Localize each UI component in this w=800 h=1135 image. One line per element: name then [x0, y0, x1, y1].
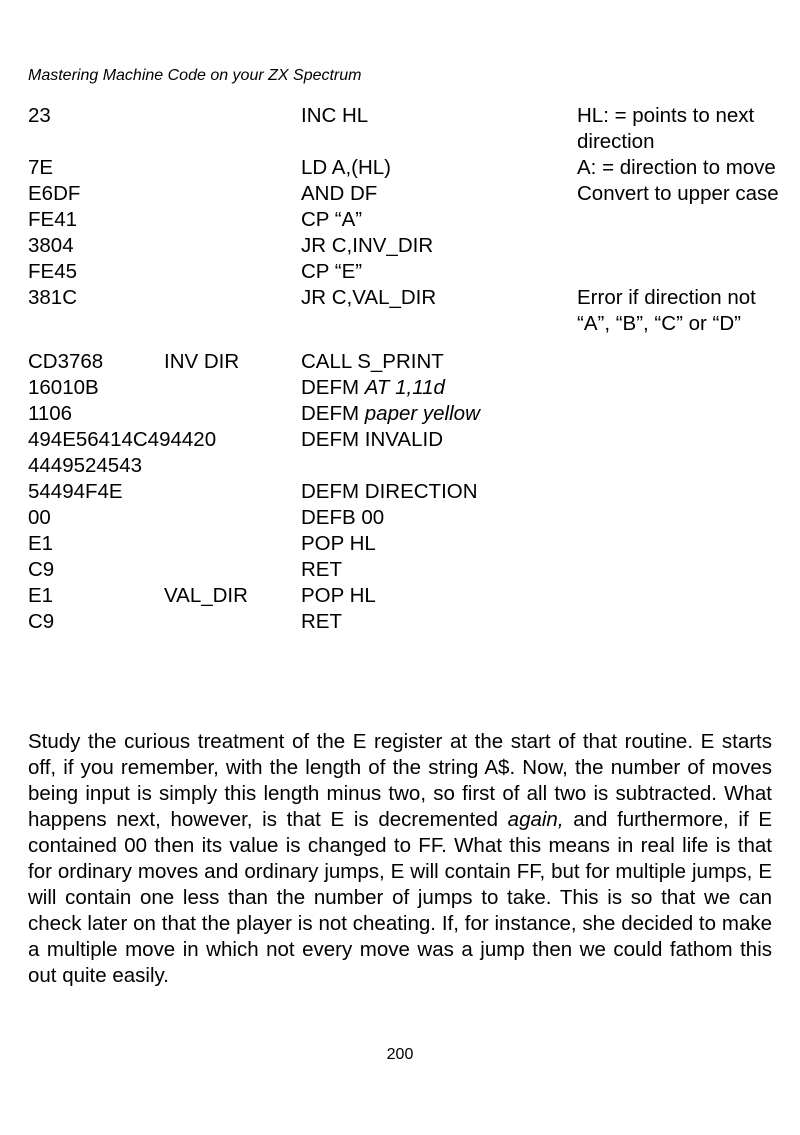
listing-gap [28, 337, 788, 349]
hex-code: E1 [28, 584, 54, 607]
listing-row [28, 401, 788, 427]
listing-row [28, 155, 788, 181]
hex-code: 3804 [28, 234, 74, 257]
listing-row [28, 285, 788, 337]
hex-code: FE41 [28, 208, 77, 231]
listing-row [28, 609, 788, 635]
comment [577, 375, 782, 401]
listing-row [28, 453, 788, 479]
paragraph-emphasis: again, [507, 808, 564, 831]
comment [577, 349, 782, 375]
instruction-text: JR C,INV_DIR [301, 234, 434, 257]
instruction [301, 505, 384, 531]
instruction [301, 285, 436, 311]
instruction [301, 233, 433, 259]
listing-row [28, 505, 788, 531]
instruction [301, 401, 480, 427]
page-number: 200 [386, 1046, 414, 1063]
comment [577, 453, 782, 479]
hex-code: 00 [28, 506, 51, 529]
listing-row [28, 233, 788, 259]
instruction-text: INC HL [301, 104, 369, 127]
hex-code: 54494F4E [28, 480, 123, 503]
instruction-text: CP “A” [301, 208, 363, 231]
instruction [301, 583, 376, 609]
hex-code: C9 [28, 558, 55, 581]
comment [577, 233, 782, 259]
label: INV DIR [164, 350, 240, 373]
instruction-text: CALL S_PRINT [301, 350, 444, 373]
instruction-text: DEFM [301, 402, 365, 425]
instruction [301, 181, 377, 207]
comment [577, 401, 782, 427]
hex-code: FE45 [28, 260, 77, 283]
hex-code: 16010B [28, 376, 99, 399]
comment [577, 557, 782, 583]
instruction-operand: paper yellow [364, 402, 480, 425]
listing-row [28, 479, 788, 505]
instruction [301, 259, 362, 285]
code-listing [28, 103, 788, 635]
instruction-text: CP “E” [301, 260, 363, 283]
hex-code: E6DF [28, 182, 81, 205]
instruction [301, 609, 342, 635]
instruction [301, 427, 443, 453]
instruction-text: DEFB 00 [301, 506, 385, 529]
listing-row [28, 531, 788, 557]
instruction-text: POP HL [301, 584, 376, 607]
comment [577, 259, 782, 285]
instruction-text: RET [301, 610, 342, 633]
listing-row [28, 375, 788, 401]
hex-code: 23 [28, 104, 51, 127]
comment: HL: = points to next direction [577, 104, 755, 153]
instruction-text: AND DF [301, 182, 378, 205]
instruction [301, 349, 444, 375]
paragraph-text-start: Study the curious treatment of the E register at the start of that routine. E starts off, if you remember, with the length of the string A$. Now, the number of moves being input is simply this length minus two, so first of all two is subtracted. What happens next, however, is that E is decremented [28, 730, 772, 831]
hex-code: C9 [28, 610, 55, 633]
listing-row [28, 557, 788, 583]
listing-row [28, 427, 788, 453]
instruction-text: JR C,VAL_DIR [301, 286, 437, 309]
listing-row [28, 349, 788, 375]
comment [577, 505, 782, 531]
listing-row [28, 259, 788, 285]
instruction [301, 103, 368, 129]
hex-code: 381C [28, 286, 78, 309]
hex-code: CD3768 [28, 350, 104, 373]
body-paragraph [28, 729, 772, 989]
comment [577, 479, 782, 505]
listing-row [28, 207, 788, 233]
hex-code: 1106 [28, 402, 73, 425]
instruction-text: DEFM [301, 376, 365, 399]
instruction-text: DEFM DIRECTION [301, 480, 478, 503]
running-header: Mastering Machine Code on your ZX Spectrum [28, 67, 362, 84]
listing-row [28, 103, 788, 155]
instruction-text: POP HL [301, 532, 376, 555]
comment [577, 609, 782, 635]
instruction [301, 155, 391, 181]
instruction-text: RET [301, 558, 342, 581]
comment [577, 427, 782, 453]
listing-row [28, 181, 788, 207]
instruction [301, 207, 362, 233]
instruction-text: DEFM INVALID [301, 428, 443, 451]
hex-code: 494E56414C494420 [28, 428, 217, 451]
paragraph-text-end: and furthermore, if E contained 00 then its value is changed to FF. What this means in real life is that for ordinary moves and ordinary jumps, E will contain FF, but for multiple jumps, E will contain one less than the number of jumps to take. This is so that we can check later on that the player is not cheating. If, for instance, she decided to make a multiple move in which not every move was a jump then we could fathom this out quite easily. [28, 808, 772, 987]
comment: Convert to upper case [577, 182, 779, 205]
hex-code: 4449524543 [28, 454, 143, 477]
instruction [301, 375, 445, 401]
instruction-text: LD A,(HL) [301, 156, 391, 179]
hex-code: 7E [28, 156, 54, 179]
comment: Error if direction not “A”, “B”, “C” or “D” [577, 286, 756, 335]
comment: A: = direction to move [577, 156, 776, 179]
listing-row [28, 583, 788, 609]
instruction [301, 531, 376, 557]
instruction-operand: AT 1,11d [364, 376, 445, 399]
comment [577, 531, 782, 557]
comment [577, 583, 782, 609]
comment [577, 207, 782, 233]
instruction [301, 479, 478, 505]
label: VAL_DIR [164, 584, 248, 607]
hex-code: E1 [28, 532, 54, 555]
instruction [301, 557, 342, 583]
